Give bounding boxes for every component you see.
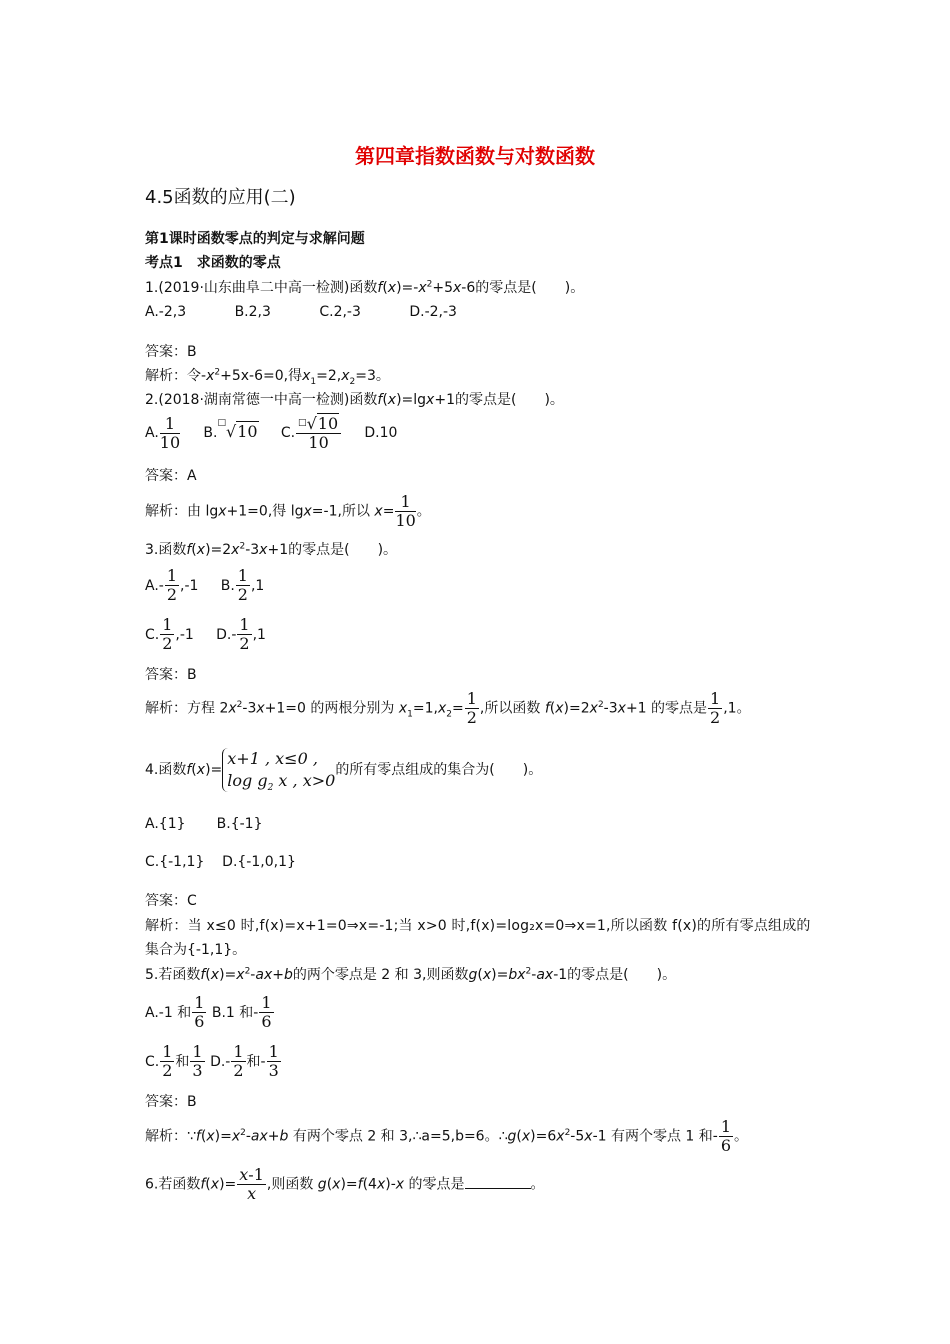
- question-4-analysis-line1: 解析：当 x≤0 时,f(x)=x+1=0⇒x=-1;当 x>0 时,f(x)=log₂x=0⇒x=1,所以函数 f(x)的所有零点组成的: [145, 918, 811, 934]
- question-3-stem: 3.函数$f(x)=2x^2-3x+1$的零点是( )。: [145, 541, 398, 558]
- piecewise-function: x+1 , x≤0 , $\log g_2$ x , x>0: [222, 748, 335, 792]
- question-2-answer: 答案：A: [145, 468, 197, 484]
- option-b[interactable]: B.2,3: [234, 304, 271, 320]
- question-3-analysis: 解析：方程 $2x^2-3x+1=0$ 的两根分别为 $x_1=1,x_2=$ $\frac{1}{2}$ ,所以函数 $f(x)=2x^2-3x+1$ 的零点是 $\frac{1}{2}$ ,1。: [145, 689, 751, 727]
- question-5-options-row1: [145, 994, 275, 1031]
- option-c[interactable]: C. $\frac{^□√10}{10}$: [281, 425, 342, 441]
- question-4-answer: 答案：C: [145, 893, 197, 909]
- question-1-answer: 答案：B: [145, 344, 197, 360]
- option-b[interactable]: B.{-1}: [216, 816, 263, 832]
- option-a[interactable]: A.{1}: [145, 816, 186, 832]
- question-6-stem: 6.若函数f(x)= $\frac{x-1}{x}$ ,则函数 g(x)=f(4x)-x 的零点是 。: [145, 1165, 545, 1203]
- question-3-answer: 答案：B: [145, 667, 197, 683]
- answer-blank[interactable]: [465, 1176, 531, 1189]
- option-c[interactable]: C. $\frac{1}{2}$ 和 $\frac{1}{3}$: [145, 1042, 203, 1080]
- question-4-options-row1: [145, 815, 263, 833]
- option-c[interactable]: C.{-1,1}: [145, 854, 205, 870]
- question-4-stem: 4.函数f(x)= x+1 , x≤0 , $\log g_2$ x , x>0 的所有零点组成的集合为( )。: [145, 749, 543, 794]
- option-a[interactable]: A.-2,3: [145, 304, 187, 320]
- question-5-stem: 5.若函数$f(x)=x^2-ax+b$的两个零点是 2 和 3,则函数$g(x)=bx^2-ax-1$的零点是( )。: [145, 966, 677, 983]
- option-d[interactable]: D.- $\frac{1}{2}$ 和- $\frac{1}{3}$: [210, 1042, 279, 1080]
- question-5-options-row2: [145, 1043, 282, 1080]
- question-1-analysis: 解析：令$-x^2+5x-6=0$,得$x_1=2,x_2=3$。: [145, 367, 390, 387]
- chapter-title: 第四章指数函数与对数函数: [355, 144, 595, 168]
- question-3-options-row2: [145, 616, 266, 653]
- option-d[interactable]: D.-2,-3: [409, 304, 457, 320]
- option-b[interactable]: B.□√10: [203, 418, 258, 441]
- question-5-answer: 答案：B: [145, 1094, 197, 1110]
- section-title: 4.5函数的应用(二): [145, 187, 296, 208]
- question-2-stem: 2.(2018·湖南常德一中高一检测)函数f(x)=lgx+1的零点是( )。: [145, 392, 564, 408]
- question-2-analysis: 解析：由 lgx+1=0,得 lgx=-1,所以 x= $\frac{1}{10}$ 。: [145, 492, 431, 530]
- option-b[interactable]: B. $\frac{1}{2}$ ,1: [220, 566, 265, 604]
- question-1-stem: 1.(2019·山东曲阜二中高一检测)函数$f(x)=-x^2+5x-6$的零点是( )。: [145, 279, 585, 296]
- option-c[interactable]: C.2,-3: [319, 304, 361, 320]
- question-3-options-row1: [145, 567, 264, 604]
- option-a[interactable]: A. $\frac{1}{10}$: [145, 413, 181, 452]
- question-4-options-row2: [145, 853, 296, 871]
- option-b[interactable]: B.1 和- $\frac{1}{6}$: [211, 993, 272, 1031]
- lesson-title: 第1课时函数零点的判定与求解问题: [145, 231, 365, 247]
- option-d[interactable]: D.- $\frac{1}{2}$ ,1: [216, 615, 266, 653]
- option-a[interactable]: A.-1 和 $\frac{1}{6}$: [145, 993, 205, 1031]
- topic-heading: 考点1 求函数的零点: [145, 255, 281, 271]
- option-d[interactable]: D.10: [364, 425, 398, 441]
- question-5-analysis: 解析：$\because f(x)=x^2-ax+b$ 有两个零点 2 和 3,∴a=5,b=6。$\therefore g(x)=6x^2-5x-1$ 有两个零点 1 和- $\frac{1}{6}$ 。: [145, 1117, 749, 1155]
- question-2-options: [145, 414, 397, 452]
- option-c[interactable]: C. $\frac{1}{2}$ ,-1: [145, 615, 194, 653]
- option-a[interactable]: A.- $\frac{1}{2}$ ,-1: [145, 566, 199, 604]
- option-d[interactable]: D.{-1,0,1}: [222, 854, 296, 870]
- question-1-options: [145, 303, 457, 321]
- question-4-analysis-line2: 集合为{-1,1}。: [145, 942, 247, 958]
